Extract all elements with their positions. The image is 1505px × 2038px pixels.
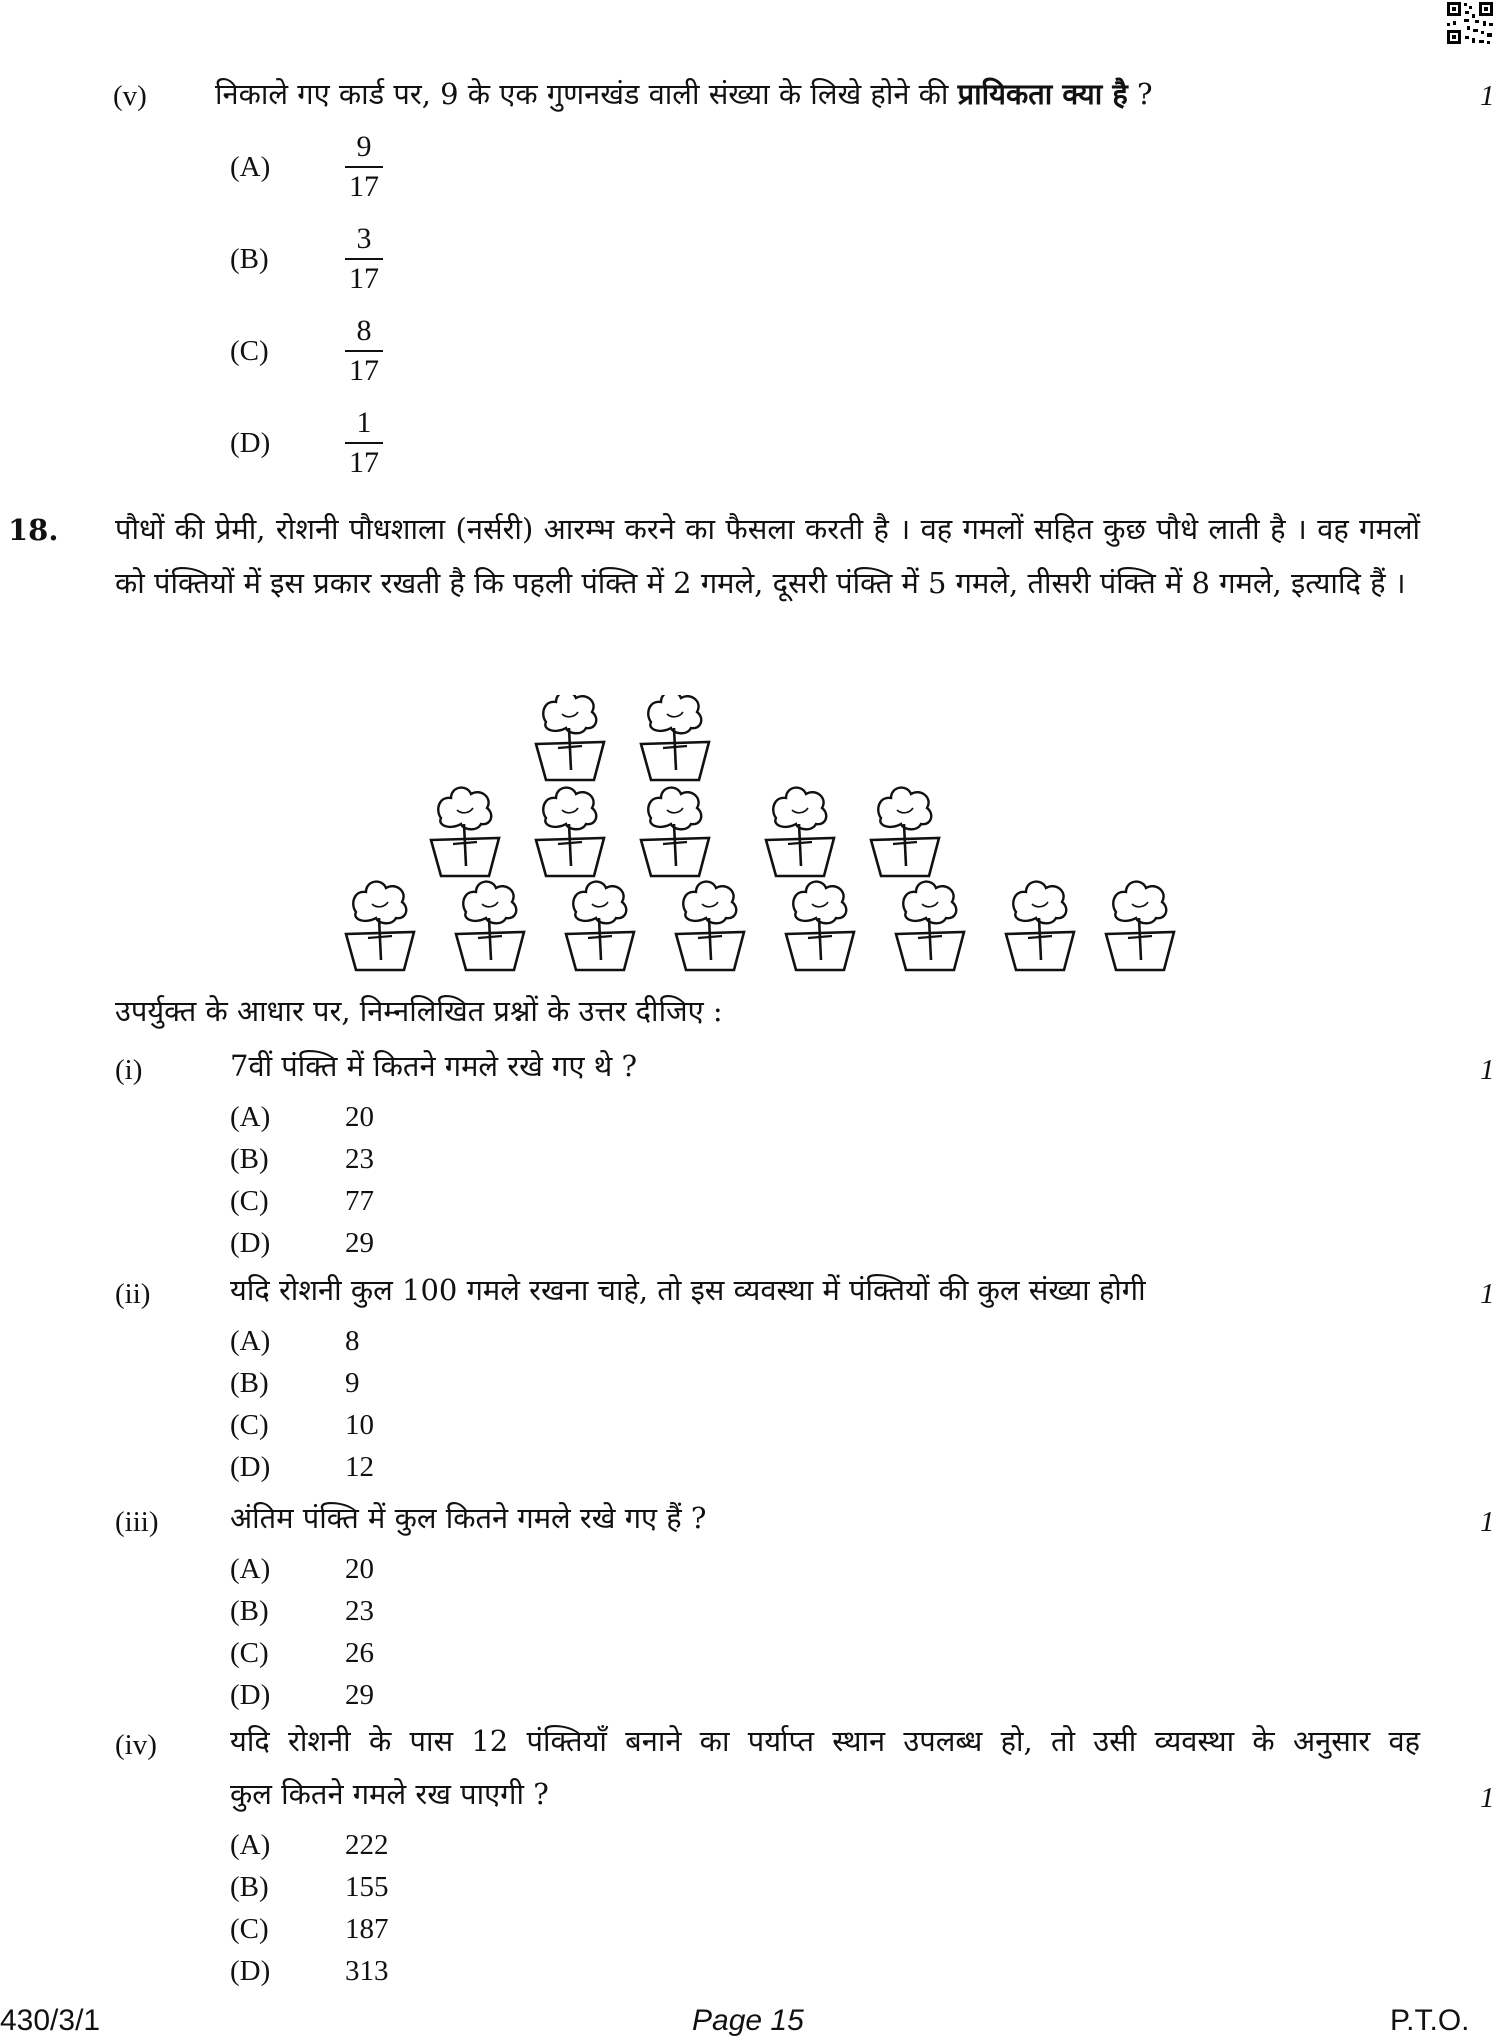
option-value: 77 bbox=[345, 1184, 374, 1217]
option-label: (C) bbox=[230, 1408, 269, 1441]
footer-pto: P.T.O. bbox=[1390, 2004, 1470, 2037]
qr-code-icon bbox=[1445, 0, 1495, 46]
q17v-option-b bbox=[230, 219, 383, 299]
option-label: (B) bbox=[230, 1594, 269, 1627]
fraction-denominator: 17 bbox=[345, 166, 383, 202]
fraction-numerator: 8 bbox=[356, 314, 372, 347]
q18iv-options bbox=[230, 1824, 389, 1992]
q17v-question-bold: प्रायिकता क्या है bbox=[957, 77, 1128, 111]
option-a bbox=[230, 1320, 374, 1362]
q18iv-question-line1: यदि रोशनी के पास 12 पंक्तियाँ बनाने का पर्याप्त स्थान उपलब्ध हो, तो उसी व्यवस्था के अनुसार वह bbox=[230, 1724, 1420, 1758]
option-b bbox=[230, 1866, 389, 1908]
footer-page: Page 15 bbox=[692, 2004, 804, 2037]
option-label: (C) bbox=[230, 1184, 269, 1217]
fraction-numerator: 3 bbox=[356, 222, 372, 255]
q18i-label: (i) bbox=[115, 1054, 143, 1086]
option-label: (B) bbox=[230, 242, 269, 275]
option-b bbox=[230, 1590, 374, 1632]
q17v-option-c bbox=[230, 311, 383, 391]
option-value: 23 bbox=[345, 1594, 374, 1627]
option-c bbox=[230, 1404, 374, 1446]
option-label: (B) bbox=[230, 1142, 269, 1175]
q17v-marks: 1 bbox=[1480, 80, 1495, 112]
option-d bbox=[230, 1446, 374, 1488]
option-b bbox=[230, 1362, 374, 1404]
option-label: (C) bbox=[230, 334, 269, 367]
q18-intro: पौधों की प्रेमी, रोशनी पौधशाला (नर्सरी) आरम्भ करने का फैसला करती है । वह गमलों सहित कुछ पौधे लाती है । वह गमलों को पंक्तियों में इस प्रकार रखती है कि पहली पंक्ति में 2 गमले, दूसरी पंक्ति में 5 गमले, तीसरी पंक्ति में 8 गमले, इत्यादि हैं । bbox=[115, 512, 1420, 600]
option-value: 222 bbox=[345, 1828, 389, 1861]
q18-number: 18. bbox=[8, 513, 59, 547]
option-value: 10 bbox=[345, 1408, 374, 1441]
option-label: (C) bbox=[230, 1636, 269, 1669]
option-d bbox=[230, 1222, 374, 1264]
option-c bbox=[230, 1908, 389, 1950]
fraction-denominator: 17 bbox=[345, 258, 383, 294]
option-a bbox=[230, 1824, 389, 1866]
q17v-option-d bbox=[230, 403, 383, 483]
q17v-label: (v) bbox=[113, 80, 147, 112]
q18iii-question: अंतिम पंक्ति में कुल कितने गमले रखे गए हैं ? bbox=[230, 1501, 707, 1535]
option-label: (D) bbox=[230, 1226, 271, 1259]
footer-code: 430/3/1 bbox=[0, 2004, 101, 2037]
q18iv-marks: 1 bbox=[1480, 1782, 1495, 1814]
q18ii-label: (ii) bbox=[115, 1278, 151, 1310]
option-value: 29 bbox=[345, 1226, 374, 1259]
option-label: (D) bbox=[230, 426, 271, 459]
option-value: 20 bbox=[345, 1100, 374, 1133]
option-label: (B) bbox=[230, 1870, 269, 1903]
q18iii-options bbox=[230, 1548, 374, 1716]
fraction bbox=[345, 224, 383, 294]
q17v-question-part1: निकाले गए कार्ड पर, 9 के एक गुणनखंड वाली संख्या के लिखे होने की bbox=[215, 77, 958, 111]
option-value: 155 bbox=[345, 1870, 389, 1903]
option-value: 26 bbox=[345, 1636, 374, 1669]
fraction-numerator: 1 bbox=[356, 406, 372, 439]
option-value: 29 bbox=[345, 1678, 374, 1711]
option-label: (C) bbox=[230, 1912, 269, 1945]
q17v-option-a bbox=[230, 127, 383, 207]
q18iii-marks: 1 bbox=[1480, 1506, 1495, 1538]
option-label: (A) bbox=[230, 150, 271, 183]
fraction-numerator: 9 bbox=[356, 130, 372, 163]
option-value: 23 bbox=[345, 1142, 374, 1175]
option-value: 187 bbox=[345, 1912, 389, 1945]
option-c bbox=[230, 1632, 374, 1674]
option-label: (B) bbox=[230, 1366, 269, 1399]
q18iii-label: (iii) bbox=[115, 1506, 159, 1538]
q18i-marks: 1 bbox=[1480, 1054, 1495, 1086]
option-a bbox=[230, 1548, 374, 1590]
option-value: 313 bbox=[345, 1954, 389, 1987]
option-a bbox=[230, 1096, 374, 1138]
fraction bbox=[345, 316, 383, 386]
option-d bbox=[230, 1950, 389, 1992]
q18-prompt: उपर्युक्त के आधार पर, निम्नलिखित प्रश्नों के उत्तर दीजिए : bbox=[115, 994, 723, 1028]
option-label: (A) bbox=[230, 1100, 271, 1133]
fraction bbox=[345, 408, 383, 478]
option-b bbox=[230, 1138, 374, 1180]
q18iv-question-line2: कुल कितने गमले रख पाएगी ? bbox=[230, 1777, 549, 1811]
option-value: 8 bbox=[345, 1324, 360, 1357]
option-label: (A) bbox=[230, 1324, 271, 1357]
option-value: 12 bbox=[345, 1450, 374, 1483]
option-label: (A) bbox=[230, 1828, 271, 1861]
option-value: 9 bbox=[345, 1366, 360, 1399]
fraction-denominator: 17 bbox=[345, 442, 383, 478]
potted-plants-figure bbox=[340, 695, 1180, 985]
q18i-options bbox=[230, 1096, 374, 1264]
option-label: (D) bbox=[230, 1450, 271, 1483]
q18ii-options bbox=[230, 1320, 374, 1488]
option-value: 20 bbox=[345, 1552, 374, 1585]
option-d bbox=[230, 1674, 374, 1716]
option-label: (A) bbox=[230, 1552, 271, 1585]
fraction-denominator: 17 bbox=[345, 350, 383, 386]
q17v-question-part2: ? bbox=[1127, 77, 1153, 111]
option-label: (D) bbox=[230, 1954, 271, 1987]
q18i-question: 7वीं पंक्ति में कितने गमले रखे गए थे ? bbox=[230, 1049, 637, 1083]
option-label: (D) bbox=[230, 1678, 271, 1711]
q18ii-marks: 1 bbox=[1480, 1278, 1495, 1310]
fraction bbox=[345, 132, 383, 202]
q18ii-question: यदि रोशनी कुल 100 गमले रखना चाहे, तो इस व्यवस्था में पंक्तियों की कुल संख्या होगी bbox=[230, 1273, 1146, 1307]
option-c bbox=[230, 1180, 374, 1222]
q17v-question bbox=[215, 78, 1153, 111]
q18iv-label: (iv) bbox=[115, 1729, 157, 1761]
